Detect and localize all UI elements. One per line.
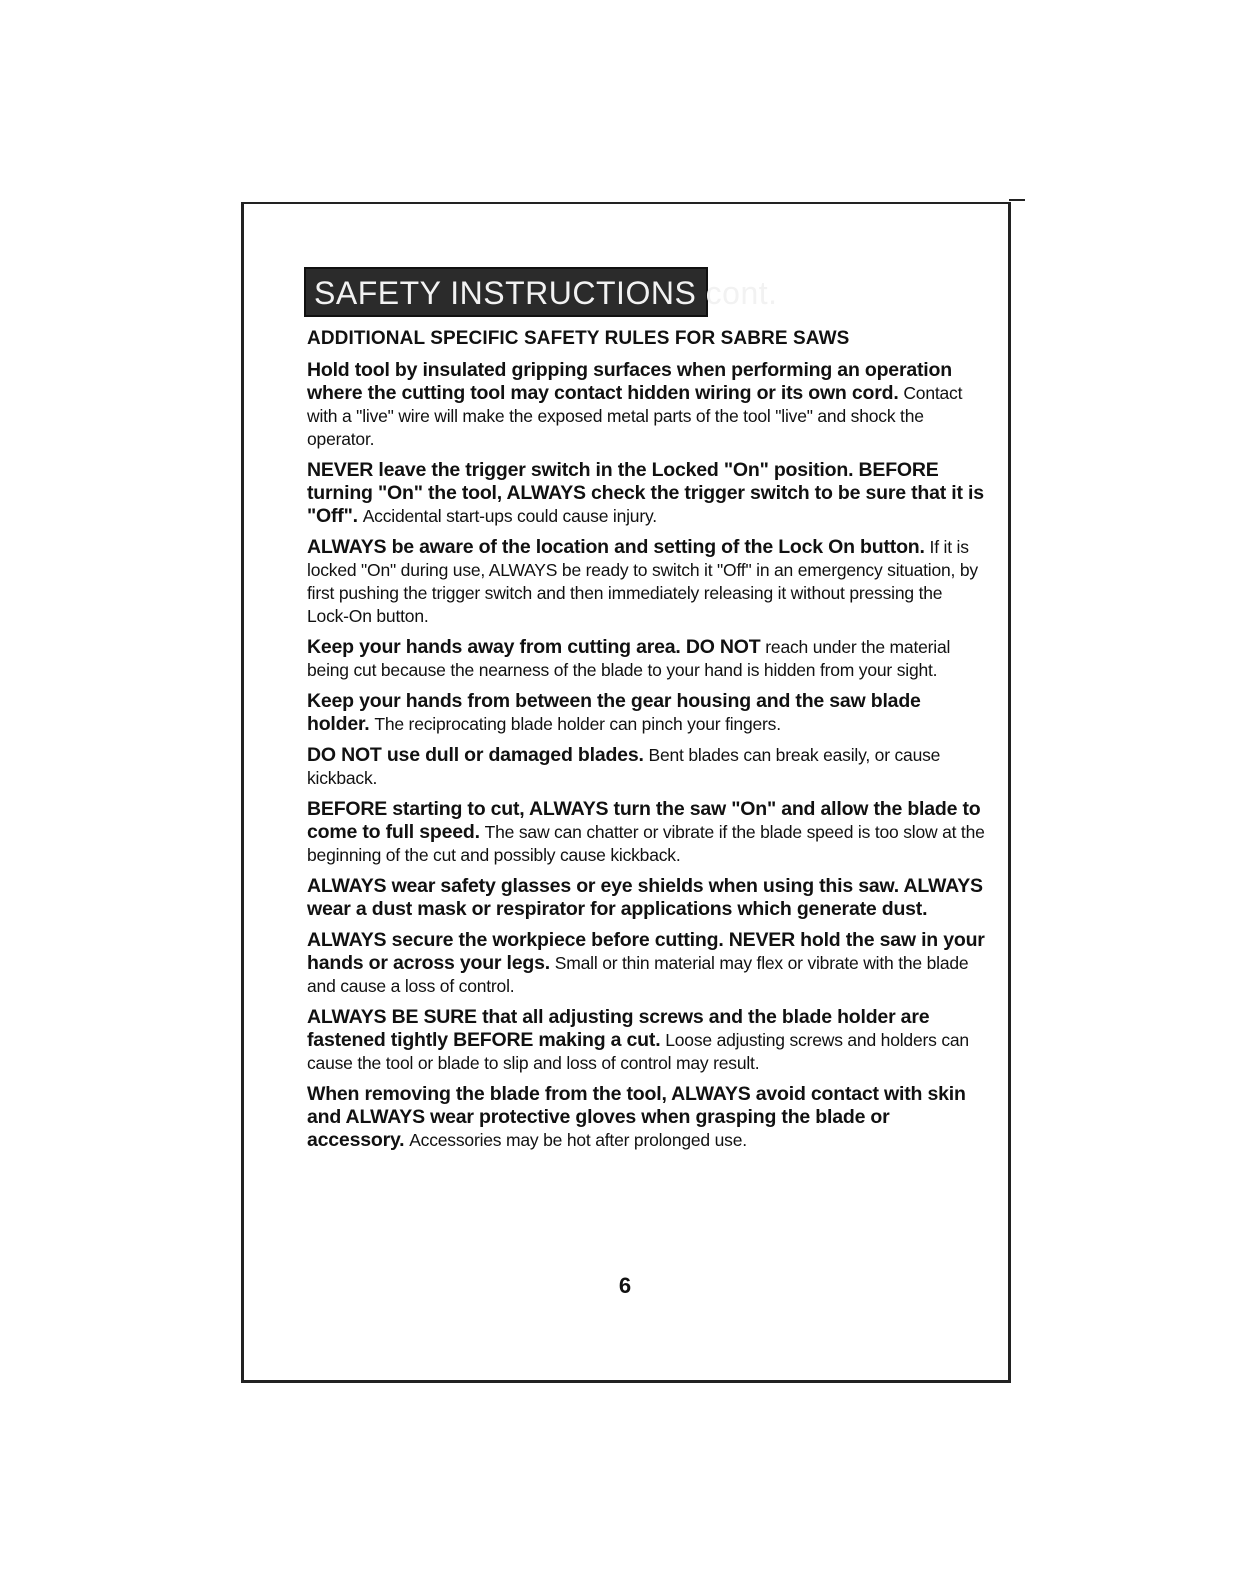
frame-corner-mark — [1009, 199, 1025, 201]
rule-body: If it is locked "On" during use, ALWAYS be ready to switch it "Off" in an emergency situation, by first pushing the trigger switch and then immediately releasing it without pressing the Lock-On button. — [307, 537, 978, 626]
section-heading: ADDITIONAL SPECIFIC SAFETY RULES FOR SABRE SAWS — [307, 328, 850, 349]
rule-item — [307, 929, 987, 998]
rule-item — [307, 459, 987, 528]
rule-lead: BEFORE starting to cut, ALWAYS turn the saw "On" and allow the blade to come to full speed. — [307, 798, 981, 843]
rule-body: Accessories may be hot after prolonged use. — [409, 1130, 747, 1150]
rule-body: Small or thin material may flex or vibrate with the blade and cause a loss of control. — [307, 953, 969, 996]
page-number: 6 — [618, 1273, 632, 1298]
section-banner — [304, 267, 778, 317]
rule-body: The saw can chatter or vibrate if the blade speed is too slow at the beginning of the cut and possibly cause kickback. — [307, 822, 985, 865]
rule-lead: When removing the blade from the tool, ALWAYS avoid contact with skin and ALWAYS wear protective gloves when grasping the blade or accessory. — [307, 1083, 966, 1151]
rule-item — [307, 1006, 987, 1075]
rule-lead: NEVER leave the trigger switch in the Locked "On" position. BEFORE turning "On" the tool, ALWAYS check the trigger switch to be sure that it is "Off". — [307, 459, 984, 527]
rule-item — [307, 875, 987, 921]
rule-item — [307, 744, 987, 790]
rule-item — [307, 636, 987, 682]
rule-lead: DO NOT use dull or damaged blades. — [307, 744, 644, 766]
rule-body: Accidental start-ups could cause injury. — [362, 506, 657, 526]
rule-item — [307, 536, 987, 628]
rule-body: The reciprocating blade holder can pinch your fingers. — [374, 714, 781, 734]
banner-title: SAFETY INSTRUCTIONS cont. — [314, 275, 778, 311]
rules-content — [307, 327, 987, 1160]
rule-lead: ALWAYS BE SURE that all adjusting screws and the blade holder are fastened tightly BEFORE making a cut. — [307, 1006, 930, 1051]
rule-item — [307, 359, 987, 451]
rule-body: Contact with a "live" wire will make the exposed metal parts of the tool "live" and shock the operator. — [307, 383, 963, 449]
rule-lead: ALWAYS secure the workpiece before cutting. NEVER hold the saw in your hands or across your legs. — [307, 929, 985, 974]
rule-lead: Keep your hands from between the gear housing and the saw blade holder. — [307, 690, 921, 735]
rule-lead: ALWAYS be aware of the location and setting of the Lock On button. — [307, 536, 925, 558]
rule-item — [307, 690, 987, 736]
rule-body: reach under the material being cut because the nearness of the blade to your hand is hidden from your sight. — [307, 637, 951, 680]
rule-body: Bent blades can break easily, or cause kickback. — [307, 745, 941, 788]
rule-item — [307, 1083, 987, 1152]
rule-lead: Hold tool by insulated gripping surfaces when performing an operation where the cutting tool may contact hidden wiring or its own cord. — [307, 359, 952, 404]
rule-lead: ALWAYS wear safety glasses or eye shields when using this saw. ALWAYS wear a dust mask or respirator for applications which generate dust. — [307, 875, 983, 920]
rule-body: Loose adjusting screws and holders can cause the tool or blade to slip and loss of control may result. — [307, 1030, 969, 1073]
rule-lead: Keep your hands away from cutting area. DO NOT — [307, 636, 761, 658]
rule-item — [307, 798, 987, 867]
